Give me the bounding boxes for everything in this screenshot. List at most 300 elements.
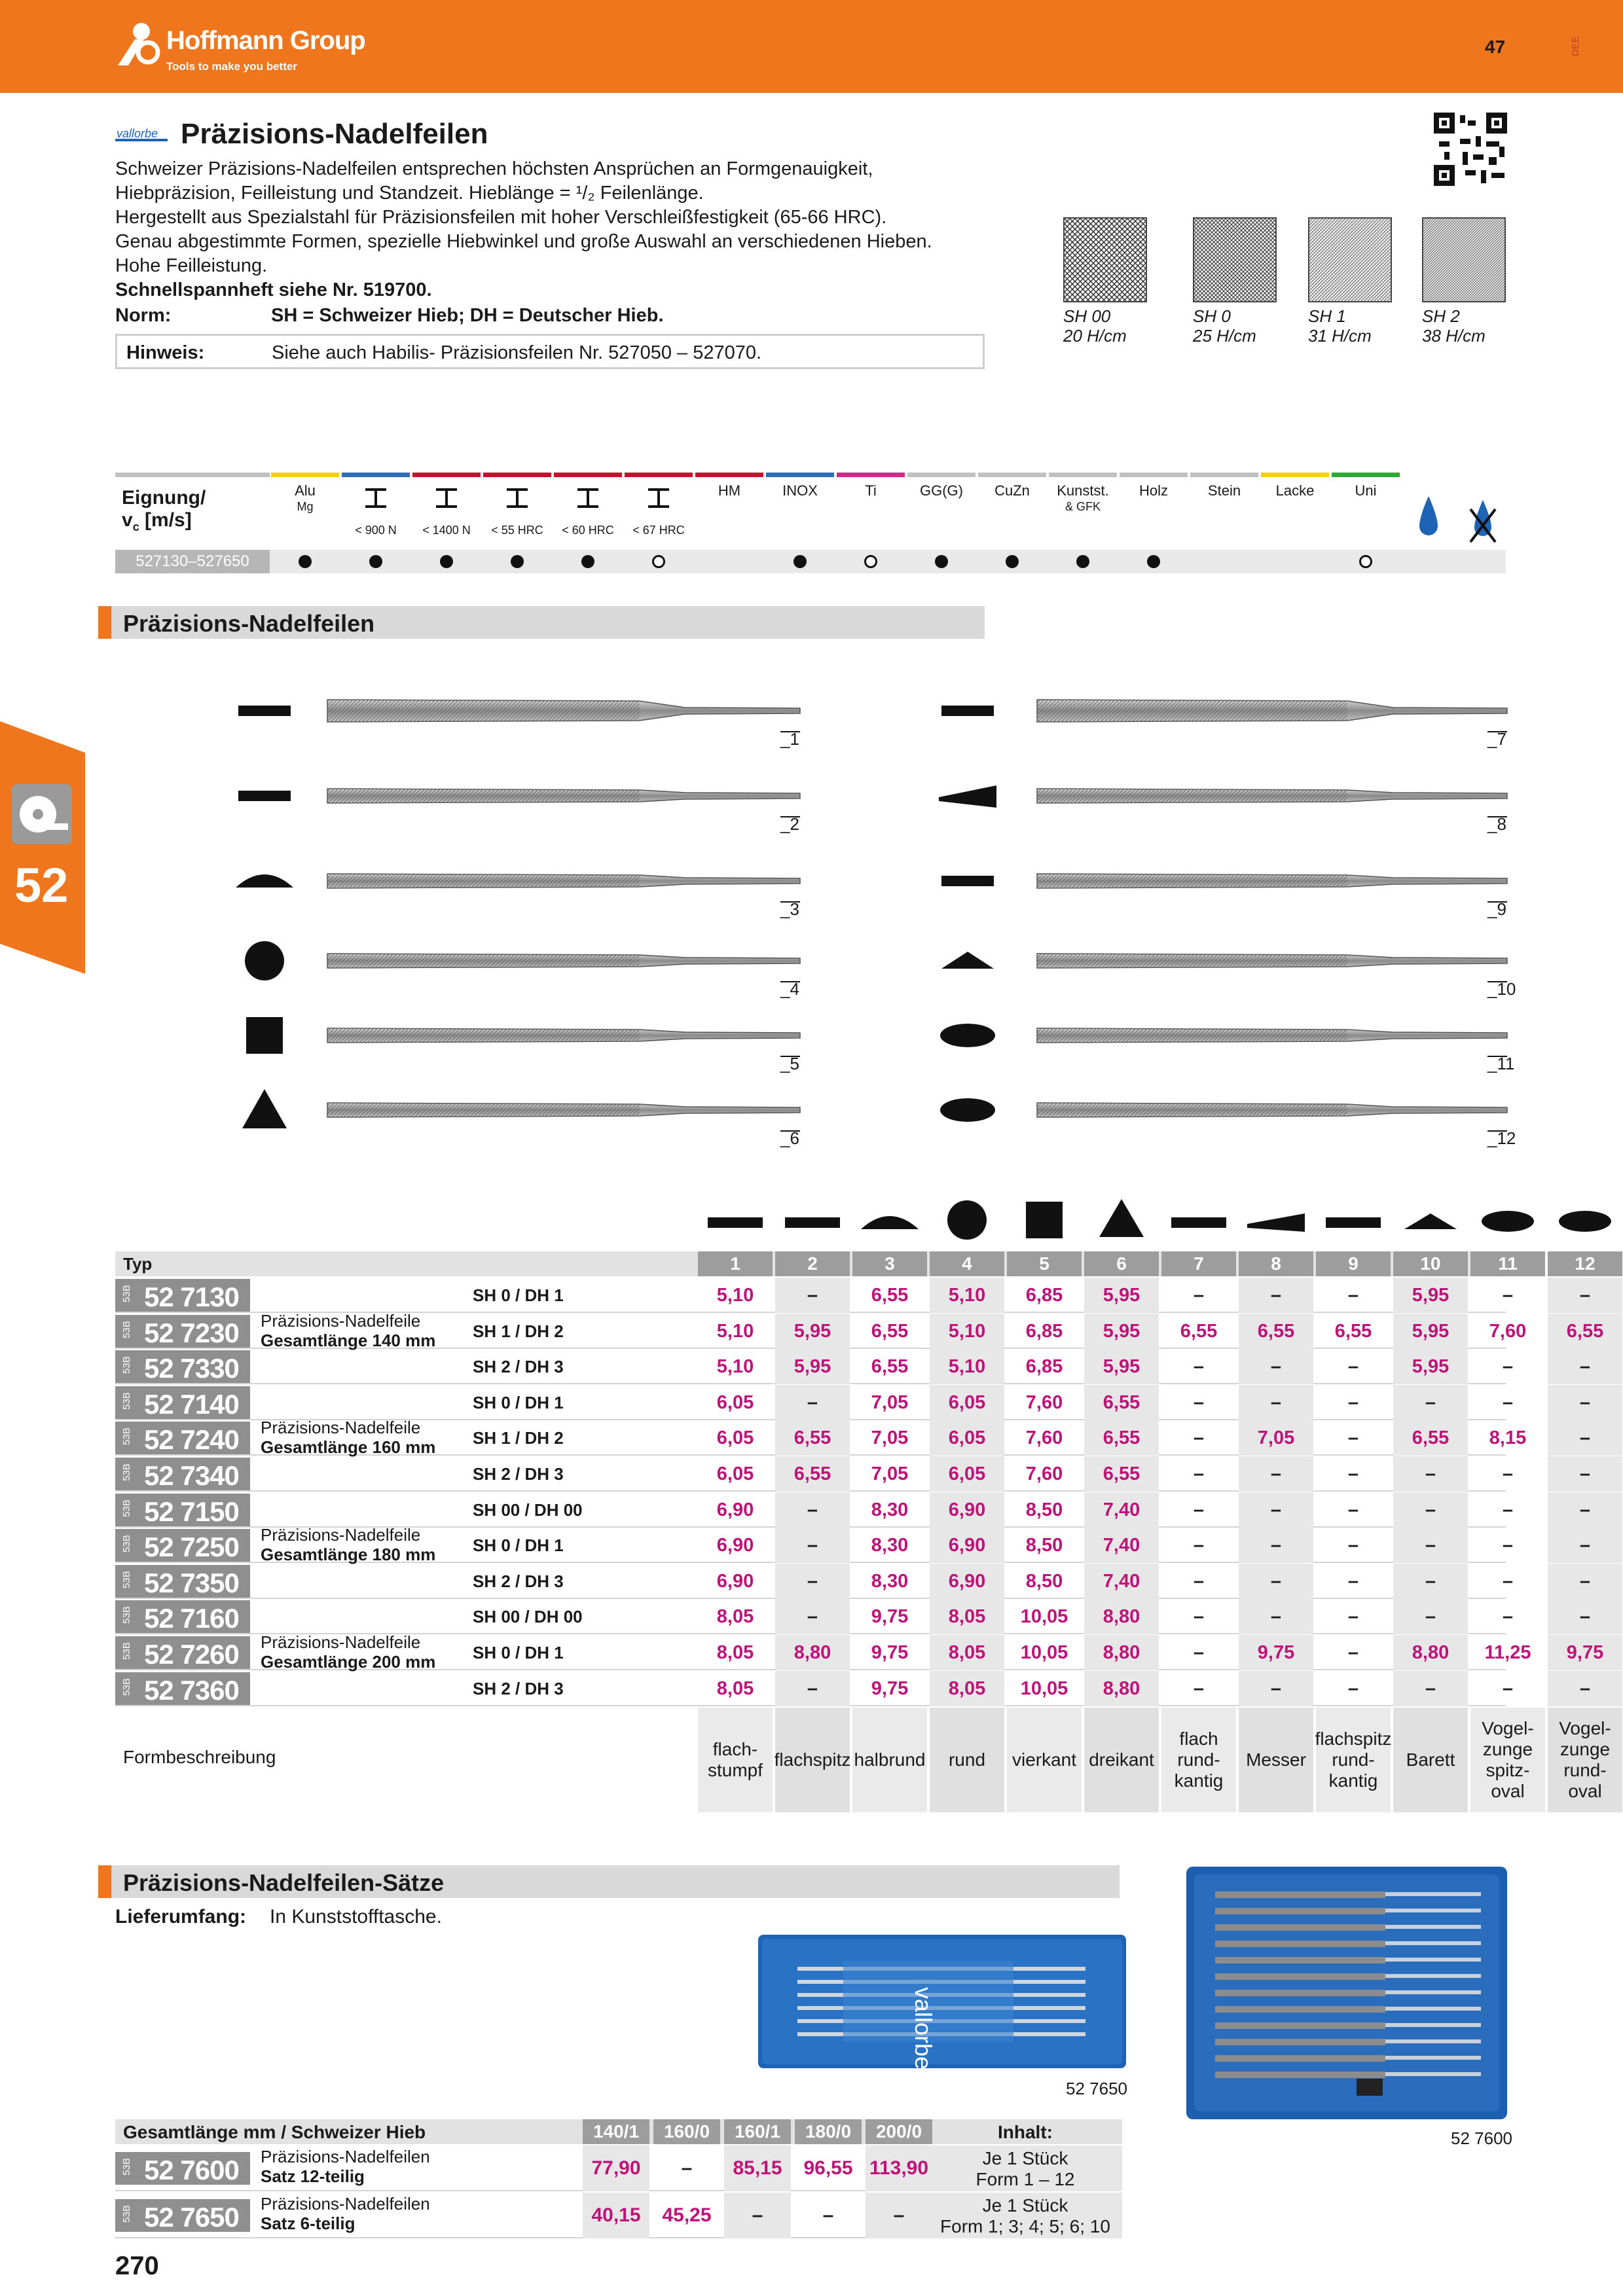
price-cell: – — [775, 1492, 850, 1528]
article-number: 52 7230 — [144, 1317, 239, 1348]
price-cell: 11,25 — [1484, 1642, 1531, 1663]
price-cell: – — [1239, 1349, 1313, 1384]
article-number: 52 7240 — [144, 1424, 239, 1456]
price-cell: – — [1193, 1570, 1205, 1592]
form-description: Messer — [1239, 1708, 1313, 1812]
price-cell: – — [1393, 1385, 1468, 1420]
column-header: 7 — [1161, 1251, 1236, 1276]
price-cell: 85,15 — [724, 2145, 791, 2191]
content-header: Inhalt: — [998, 2122, 1053, 2142]
price-cell: – — [1393, 1456, 1468, 1492]
article-prefix: 53B — [120, 1499, 132, 1517]
price-cell: 5,10 — [930, 1278, 1004, 1313]
article-number-badge[interactable] — [115, 1350, 250, 1383]
suitability-detail: < 60 HRC — [562, 524, 614, 537]
price-cell: 6,05 — [716, 1391, 754, 1413]
file-number-label: _9 — [1487, 899, 1506, 919]
sets-column-header: 160/0 — [653, 2119, 720, 2144]
price-cell: – — [775, 1385, 850, 1420]
sets-column-header: 160/1 — [724, 2119, 791, 2144]
price-cell: – — [1502, 1677, 1514, 1699]
cut-label: SH 00 20 H/cm — [1063, 306, 1127, 346]
price-cell: 6,85 — [1025, 1320, 1063, 1342]
article-description: Präzisions-Nadelfeile Gesamtlänge 180 mm — [261, 1525, 436, 1565]
file-shape-3 — [236, 874, 800, 902]
price-cell: 5,95 — [1084, 1278, 1159, 1313]
article-number-badge[interactable] — [115, 2199, 250, 2232]
form-description: Barett — [1393, 1708, 1468, 1812]
section-heading: Präzisions-Nadelfeilen-Sätze — [98, 1865, 1120, 1898]
cut-type: SH 2 / DH 3 — [473, 1571, 564, 1591]
set-photo-label: 52 7600 — [1451, 2128, 1512, 2148]
price-cell: 6,85 — [1025, 1285, 1063, 1306]
article-description: Präzisions-Nadelfeile Gesamtlänge 160 mm — [261, 1418, 436, 1458]
article-number: 52 7600 — [144, 2155, 239, 2185]
column-header: 6 — [1084, 1251, 1159, 1276]
price-cell: – — [775, 1528, 850, 1563]
price-cell: 7,40 — [1084, 1528, 1159, 1563]
article-prefix: 53B — [120, 1356, 132, 1374]
price-cell: – — [1393, 1671, 1468, 1706]
file-number-label: _2 — [780, 814, 799, 834]
form-description-label: Formbeschreibung — [123, 1747, 276, 1768]
article-number-badge[interactable] — [115, 1458, 250, 1490]
price-cell: – — [1393, 1599, 1468, 1634]
price-cell: 8,05 — [716, 1642, 754, 1663]
table-row[interactable] — [115, 1310, 1604, 1350]
svg-text:vallorbe: vallorbe — [117, 127, 158, 140]
price-cell: 6,05 — [930, 1456, 1004, 1492]
suitability-column-label: Stein — [1207, 482, 1241, 499]
price-cell: 96,55 — [803, 2157, 853, 2179]
price-cell: 7,05 — [1239, 1420, 1313, 1456]
price-cell: 6,55 — [775, 1456, 850, 1492]
price-cell: 8,30 — [871, 1535, 909, 1556]
price-cell: 7,60 — [1025, 1391, 1063, 1413]
article-number: 52 7350 — [144, 1567, 239, 1598]
hint-label: Hinweis: — [126, 342, 205, 363]
cut-type: SH 1 / DH 2 — [473, 1428, 564, 1448]
price-cell: 9,75 — [871, 1677, 909, 1699]
price-cell: – — [775, 1564, 850, 1599]
price-cell: 7,05 — [871, 1427, 909, 1449]
type-label: Typ — [123, 1254, 153, 1274]
suitability-detail: < 67 HRC — [632, 524, 685, 537]
form-description: halbrund — [852, 1708, 927, 1812]
price-cell: – — [1347, 1356, 1359, 1378]
column-header: 3 — [852, 1251, 927, 1276]
price-cell: 7,40 — [1084, 1492, 1159, 1528]
profile-icon-row — [0, 1193, 1623, 1245]
suitability-column-label: Uni — [1355, 482, 1377, 499]
form-description: rund — [930, 1708, 1004, 1812]
price-cell: 5,10 — [716, 1320, 754, 1342]
suitability-column-label: Alu Mg — [295, 482, 316, 513]
suitability-column-label: HM — [718, 482, 741, 499]
article-prefix: 53B — [120, 1606, 132, 1624]
hint-value[interactable]: Siehe auch Habilis- Präzisionsfeilen Nr. 527050 – 527070. — [272, 342, 762, 363]
price-cell: 5,10 — [716, 1356, 754, 1378]
scope-value: In Kunststofftasche. — [270, 1906, 442, 1928]
price-cell: 5,10 — [930, 1349, 1004, 1384]
price-cell: – — [1239, 1456, 1313, 1492]
article-prefix: 53B — [120, 1570, 132, 1588]
norm-label: Norm: — [115, 305, 172, 326]
table-row[interactable] — [115, 1564, 1591, 1599]
description-line: Hergestellt aus Spezialstahl für Präzisionsfeilen mit hoher Verschleißfestigkeit (65-66 HRC). — [115, 207, 887, 228]
price-cell: 10,05 — [1020, 1642, 1068, 1663]
article-number-badge[interactable] — [115, 1386, 250, 1419]
price-cell: 8,50 — [1025, 1499, 1063, 1520]
article-prefix: 53B — [120, 2205, 132, 2223]
page-number: 270 — [115, 2251, 159, 2280]
svg-text:vallorbe: vallorbe — [910, 1987, 937, 2068]
catalog-page-number: 47 — [1485, 37, 1506, 57]
form-description: Vogel- zunge spitz- oval — [1470, 1708, 1545, 1812]
table-row[interactable] — [115, 1599, 1591, 1634]
cut-label: SH 1 31 H/cm — [1308, 306, 1372, 346]
price-cell: 10,05 — [1020, 1606, 1068, 1628]
cut-type: SH 2 / DH 3 — [473, 1678, 564, 1698]
price-cell: – — [1347, 1606, 1359, 1628]
price-cell: 5,95 — [1084, 1314, 1159, 1349]
article-number: 52 7250 — [144, 1532, 239, 1563]
set-description: Präzisions-Nadelfeilen Satz 6-teilig — [261, 2194, 430, 2233]
set-photo-label: 52 7650 — [1066, 2079, 1127, 2098]
article-number: 52 7330 — [144, 1353, 239, 1384]
file-number-label: _11 — [1487, 1054, 1515, 1073]
price-cell: – — [1548, 1599, 1622, 1634]
price-cell: – — [1193, 1535, 1205, 1556]
price-cell: – — [1548, 1278, 1622, 1313]
table-row[interactable] — [115, 1525, 1591, 1565]
price-cell: 8,80 — [1084, 1635, 1159, 1670]
price-cell: – — [1347, 1570, 1359, 1592]
suitability-detail: < 900 N — [355, 524, 397, 537]
article-number-badge[interactable] — [115, 1422, 250, 1454]
description-line: Hiebpräzision, Feilleistung und Standzeit. Hieblänge = ¹/₂ Feilenlänge. — [115, 183, 704, 204]
sets-column-header: 140/1 — [583, 2119, 649, 2144]
file-shape-10 — [941, 952, 1507, 982]
suitability-column-label: CuZn — [994, 482, 1030, 499]
article-number: 52 7130 — [144, 1282, 239, 1312]
file-number-label: _5 — [780, 1054, 799, 1073]
form-description: dreikant — [1084, 1708, 1159, 1812]
file-number-label: _12 — [1487, 1128, 1516, 1148]
table-header — [115, 1251, 1596, 1276]
column-header: 2 — [775, 1251, 850, 1276]
price-cell: – — [1502, 1606, 1514, 1628]
price-cell: – — [1548, 1528, 1622, 1563]
price-cell: 6,55 — [871, 1320, 909, 1342]
cut-label: SH 2 38 H/cm — [1422, 306, 1486, 346]
price-cell: 6,55 — [1180, 1320, 1218, 1342]
price-cell: – — [1193, 1427, 1205, 1449]
article-prefix: 53B — [120, 1677, 132, 1696]
price-cell: 9,75 — [1548, 1635, 1622, 1670]
price-cell: 5,95 — [775, 1314, 850, 1349]
scope-label: Lieferumfang: — [115, 1906, 247, 1928]
column-header: 1 — [698, 1251, 773, 1276]
product-title: Präzisions-Nadelfeilen — [181, 118, 488, 150]
cut-type: SH 2 / DH 3 — [473, 1357, 564, 1377]
price-cell: 6,55 — [1084, 1420, 1159, 1456]
sets-table-row[interactable] — [115, 2145, 1122, 2191]
price-cell: 113,90 — [866, 2145, 932, 2191]
table-row[interactable] — [115, 1349, 1591, 1384]
price-cell: 8,05 — [716, 1606, 754, 1628]
price-cell: – — [1548, 1456, 1622, 1492]
article-number-badge[interactable] — [115, 1494, 250, 1526]
cut-type: SH 2 / DH 3 — [473, 1464, 564, 1484]
column-header: 9 — [1316, 1251, 1391, 1276]
clamp-handle-reference: Schnellspannheft siehe Nr. 519700. — [115, 279, 432, 300]
price-cell: – — [1393, 1528, 1468, 1563]
price-cell: 7,40 — [1084, 1564, 1159, 1599]
file-shape-6 — [242, 1089, 800, 1131]
article-number: 52 7160 — [144, 1603, 239, 1634]
article-prefix: 53B — [120, 1320, 132, 1338]
price-cell: – — [1239, 1599, 1313, 1634]
price-cell: 8,80 — [1084, 1671, 1159, 1706]
price-cell: 6,05 — [930, 1420, 1004, 1456]
file-shape-2 — [238, 789, 800, 817]
price-cell: – — [1193, 1606, 1205, 1628]
price-cell: 6,55 — [1084, 1456, 1159, 1492]
price-cell: 10,05 — [1020, 1677, 1068, 1699]
suitability-detail: < 1400 N — [422, 524, 471, 537]
article-description: Präzisions-Nadelfeile Gesamtlänge 140 mm — [261, 1310, 436, 1350]
description-line: Genau abgestimmte Formen, spezielle Hiebwinkel und große Auswahl an verschiedenen Hieben. — [115, 231, 932, 252]
set-content: Je 1 Stück Form 1 – 12 — [928, 2145, 1122, 2191]
price-cell: – — [1548, 1671, 1622, 1706]
column-header: 11 — [1470, 1251, 1545, 1276]
form-description: vierkant — [1007, 1708, 1082, 1812]
table-row[interactable] — [115, 1278, 1591, 1313]
column-header: 8 — [1239, 1251, 1313, 1276]
price-cell: – — [681, 2157, 693, 2179]
price-cell: – — [1239, 1492, 1313, 1528]
price-cell: 5,10 — [930, 1314, 1004, 1349]
price-cell: – — [1393, 1564, 1468, 1599]
price-cell: – — [1193, 1677, 1205, 1699]
price-cell: 9,75 — [871, 1606, 909, 1628]
cut-type: SH 00 / DH 00 — [473, 1499, 583, 1520]
table-row[interactable] — [115, 1456, 1591, 1492]
article-number-badge[interactable] — [115, 1529, 250, 1562]
sets-table-row[interactable] — [115, 2193, 1122, 2238]
form-description: flachspitz — [775, 1708, 850, 1812]
file-number-label: _1 — [780, 729, 799, 749]
file-shape-11 — [940, 1024, 1507, 1056]
price-cell: 9,75 — [871, 1642, 909, 1663]
price-cell: – — [1193, 1356, 1205, 1378]
article-prefix: 53B — [120, 1391, 132, 1410]
price-cell: 45,25 — [662, 2204, 712, 2226]
form-description: flach- stumpf — [698, 1708, 773, 1812]
price-cell: 6,55 — [871, 1285, 909, 1306]
form-description: flach rund- kantig — [1161, 1708, 1236, 1812]
price-cell: – — [1239, 1385, 1313, 1420]
chapter-number: 52 — [14, 858, 69, 912]
price-cell: – — [724, 2193, 791, 2238]
price-cell: – — [1193, 1642, 1205, 1663]
scope-row — [115, 1906, 442, 1928]
table-row[interactable] — [115, 1632, 1604, 1672]
suitability-column-label: INOX — [782, 482, 818, 499]
price-cell: 8,15 — [1489, 1427, 1527, 1449]
form-description: flachspitz rund- kantig — [1316, 1708, 1391, 1812]
price-cell: 6,55 — [1239, 1314, 1313, 1349]
set-photo-6 — [758, 1935, 1126, 2068]
price-cell: 7,05 — [871, 1463, 909, 1484]
price-cell: 5,10 — [716, 1285, 754, 1306]
suitability-column-label: GG(G) — [920, 482, 963, 499]
file-shape-1 — [238, 700, 800, 732]
price-cell: – — [1548, 1492, 1622, 1528]
price-cell: 77,90 — [583, 2145, 649, 2191]
price-cell: 6,85 — [1025, 1356, 1063, 1378]
article-number: 52 7650 — [144, 2202, 239, 2233]
price-cell: – — [1347, 1499, 1359, 1520]
price-cell: 8,05 — [930, 1599, 1004, 1634]
price-cell: – — [1393, 1492, 1468, 1528]
price-cell: 8,05 — [930, 1671, 1004, 1706]
file-shape-8 — [939, 785, 1507, 817]
article-number-badge[interactable] — [115, 1315, 250, 1348]
price-cell: 6,05 — [930, 1385, 1004, 1420]
suitability-range: 527130–527650 — [115, 550, 270, 573]
cut-type: SH 0 / DH 1 — [473, 1535, 564, 1556]
price-cell: 6,05 — [716, 1427, 754, 1449]
price-cell: – — [1347, 1427, 1359, 1449]
price-cell: – — [1193, 1463, 1205, 1484]
price-cell: 6,90 — [716, 1535, 754, 1556]
article-number-badge[interactable] — [115, 1600, 250, 1633]
column-header: 10 — [1393, 1251, 1468, 1276]
price-cell: – — [1239, 1564, 1313, 1599]
file-shape-7 — [941, 700, 1507, 732]
price-cell: 6,55 — [871, 1356, 909, 1378]
price-cell: – — [1548, 1385, 1622, 1420]
price-cell: – — [1347, 1677, 1359, 1699]
file-number-label: _3 — [780, 899, 799, 919]
price-cell: – — [775, 1599, 850, 1634]
column-header: 4 — [930, 1251, 1004, 1276]
sets-column-header: 180/0 — [795, 2119, 862, 2144]
price-cell: 5,95 — [1393, 1349, 1468, 1384]
suitability-column-label: Holz — [1139, 482, 1168, 499]
price-cell: – — [1548, 1349, 1622, 1384]
price-cell: 6,55 — [775, 1420, 850, 1456]
cut-type: SH 00 / DH 00 — [473, 1607, 583, 1627]
file-number-label: _8 — [1487, 814, 1506, 834]
price-cell: 6,90 — [716, 1499, 754, 1520]
article-prefix: 53B — [120, 1535, 132, 1553]
price-cell: – — [866, 2193, 932, 2238]
file-shape-4 — [245, 941, 800, 982]
price-cell: 8,50 — [1025, 1535, 1063, 1556]
price-cell: 40,15 — [583, 2193, 649, 2238]
price-cell: 5,95 — [775, 1349, 850, 1384]
file-shape-5 — [246, 1017, 800, 1056]
price-cell: 8,50 — [1025, 1570, 1063, 1592]
price-cell: – — [1548, 1564, 1622, 1599]
price-cell: 8,80 — [1084, 1599, 1159, 1634]
price-cell: – — [1502, 1285, 1514, 1306]
file-number-label: _10 — [1487, 979, 1516, 999]
price-cell: 8,80 — [775, 1635, 850, 1670]
article-number-badge[interactable] — [115, 1565, 250, 1598]
price-cell: 7,60 — [1025, 1463, 1063, 1484]
price-cell: 7,60 — [1489, 1320, 1527, 1342]
price-cell: 5,95 — [1393, 1278, 1468, 1313]
price-cell: – — [1193, 1499, 1205, 1520]
price-cell: – — [1502, 1463, 1514, 1484]
set-description: Präzisions-Nadelfeilen Satz 12-teilig — [261, 2147, 430, 2186]
file-number-label: _7 — [1487, 729, 1506, 749]
price-cell: 8,05 — [930, 1635, 1004, 1670]
description-line: Hohe Feilleistung. — [115, 255, 268, 276]
price-cell: 5,95 — [1084, 1349, 1159, 1384]
table-row[interactable] — [115, 1418, 1591, 1458]
section-heading: Präzisions-Nadelfeilen — [98, 606, 985, 639]
price-cell: – — [1239, 1671, 1313, 1706]
article-number: 52 7260 — [144, 1639, 239, 1670]
article-number: 52 7140 — [144, 1388, 239, 1420]
table-row[interactable] — [115, 1492, 1591, 1528]
price-cell: – — [1502, 1570, 1514, 1592]
price-cell: – — [1347, 1463, 1359, 1484]
price-cell: 6,55 — [1393, 1420, 1468, 1456]
table-row[interactable] — [115, 1385, 1591, 1420]
article-prefix: 53B — [120, 1285, 132, 1302]
sets-table-header: Gesamtlänge mm / Schweizer Hieb 140/1 160/0 160/1 180/0 200/0 Inhalt: — [115, 2119, 1122, 2144]
file-shape-9 — [941, 874, 1507, 902]
norm-value: SH = Schweizer Hieb; DH = Deutscher Hieb. — [271, 305, 664, 326]
price-cell: 8,30 — [871, 1570, 909, 1592]
price-cell: 8,05 — [716, 1677, 754, 1699]
article-number: 52 7340 — [144, 1460, 239, 1491]
article-number-badge[interactable] — [115, 1279, 250, 1312]
price-cell: 6,90 — [930, 1492, 1004, 1528]
column-header: 5 — [1007, 1251, 1082, 1276]
article-number-badge[interactable] — [115, 2152, 250, 2185]
description-line: Schweizer Präzisions-Nadelfeilen entsprechen höchsten Ansprüchen an Formgenauigkeit, — [115, 158, 873, 179]
suitability-column-label: Ti — [865, 482, 877, 499]
cut-type: SH 1 / DH 2 — [473, 1321, 564, 1341]
article-number-badge[interactable] — [115, 1636, 250, 1669]
price-cell: – — [822, 2204, 834, 2226]
form-description-row — [115, 1708, 1611, 1812]
price-cell: 9,75 — [1239, 1635, 1313, 1670]
table-row[interactable] — [115, 1671, 1591, 1706]
cut-type: SH 0 / DH 1 — [473, 1643, 564, 1662]
article-number-badge[interactable] — [115, 1672, 250, 1705]
article-prefix: 53B — [120, 1427, 132, 1446]
price-cell: 8,80 — [1393, 1635, 1468, 1670]
suitability-detail: < 55 HRC — [491, 524, 543, 537]
price-cell: 6,90 — [930, 1564, 1004, 1599]
price-cell: – — [1239, 1278, 1313, 1313]
article-prefix: 53B — [120, 1463, 132, 1481]
price-cell: – — [1347, 1391, 1359, 1413]
price-cell: – — [1347, 1285, 1359, 1306]
file-number-label: _6 — [780, 1128, 799, 1148]
price-cell: – — [1502, 1535, 1514, 1556]
price-cell: 5,95 — [1393, 1314, 1468, 1349]
price-cell: 6,55 — [1334, 1320, 1372, 1342]
